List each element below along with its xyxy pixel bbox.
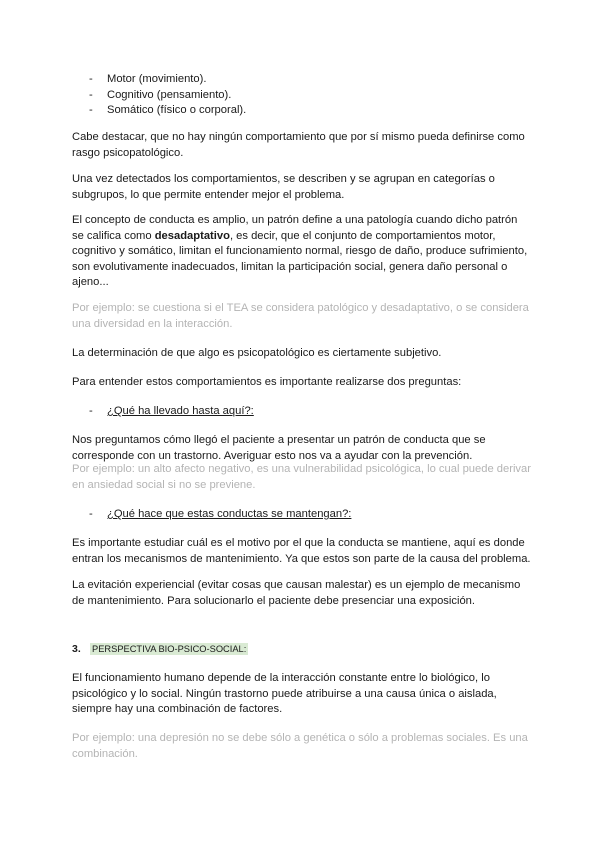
question-item: - ¿Qué ha llevado hasta aquí?: xyxy=(89,405,254,417)
paragraph: Una vez detectados los comportamientos, se describen y se agrupan en categorías o subgrupos, lo que permite entender mejor el problema. xyxy=(72,173,495,201)
list-item: - Somático (físico o corporal). xyxy=(89,104,247,117)
question-text: ¿Qué ha llevado hasta aquí?: xyxy=(107,405,254,417)
question-item: - ¿Qué hace que estas conductas se mantengan?: xyxy=(89,508,352,520)
paragraph: Es importante estudiar cuál es el motivo por el que la conducta se mantiene, aquí es donde entran los mecanismos de mantenimiento. Ya que estos son parte de la causa del problema. xyxy=(72,537,531,565)
list-item: - Motor (movimiento). xyxy=(89,73,207,85)
question-text: ¿Qué hace que estas conductas se mantengan?: xyxy=(107,508,352,520)
example-note: Por ejemplo: un alto afecto negativo, es una vulnerabilidad psicológica, lo cual puede derivar en ansiedad social si no se previene. xyxy=(72,463,531,491)
paragraph: La determinación de que algo es psicopatológico es ciertamente subjetivo. xyxy=(72,347,442,359)
section-heading: 3. PERSPECTIVA BIO-PSICO-SOCIAL: xyxy=(72,643,247,655)
paragraph: Cabe destacar, que no hay ningún comportamiento que por sí mismo pueda definirse como rasgo psicopatológico. xyxy=(72,131,525,159)
emphasis: desadaptativo xyxy=(154,229,230,242)
paragraph: La evitación experiencial (evitar cosas que causan malestar) es un ejemplo de mecanismo de mantenimiento. Para solucionarlo el paciente debe presenciar una exposición. xyxy=(72,579,521,607)
paragraph: Nos preguntamos cómo llegó el paciente a presentar un patrón de conducta que se corresponde con un trastorno. Averiguar esto nos va a ayudar con la prevención. xyxy=(72,434,486,462)
paragraph: El concepto de conducta es amplio, un patrón define a una patología cuando dicho patrón se califica como desadaptativo, es decir, que el conjunto de comportamientos motor, cognitivo y somático, limitan el funcionamiento normal, riesgo de daño, produce sufrimiento, son evolutivamente inadecuados, limitan la participación social, genera daño personal o ajeno... xyxy=(72,214,528,289)
paragraph: El funcionamiento humano depende de la interacción constante entre lo biológico, lo psicológico y lo social. Ningún trastorno puede atribuirse a una causa única o aislada, siempre hay una combinación de factores. xyxy=(72,672,497,716)
intro-bullet-list xyxy=(72,72,532,119)
example-note: Por ejemplo: una depresión no se debe sólo a genética o sólo a problemas sociales. Es una combinación. xyxy=(72,732,528,760)
heading-highlight: PERSPECTIVA BIO-PSICO-SOCIAL: xyxy=(92,644,247,654)
list-item: - Cognitivo (pensamiento). xyxy=(89,88,232,101)
paragraph: Para entender estos comportamientos es importante realizarse dos preguntas: xyxy=(72,376,462,388)
example-note: Por ejemplo: se cuestiona si el TEA se considera patológico y desadaptativo, o se considera una diversidad en la interacción. xyxy=(72,302,529,330)
